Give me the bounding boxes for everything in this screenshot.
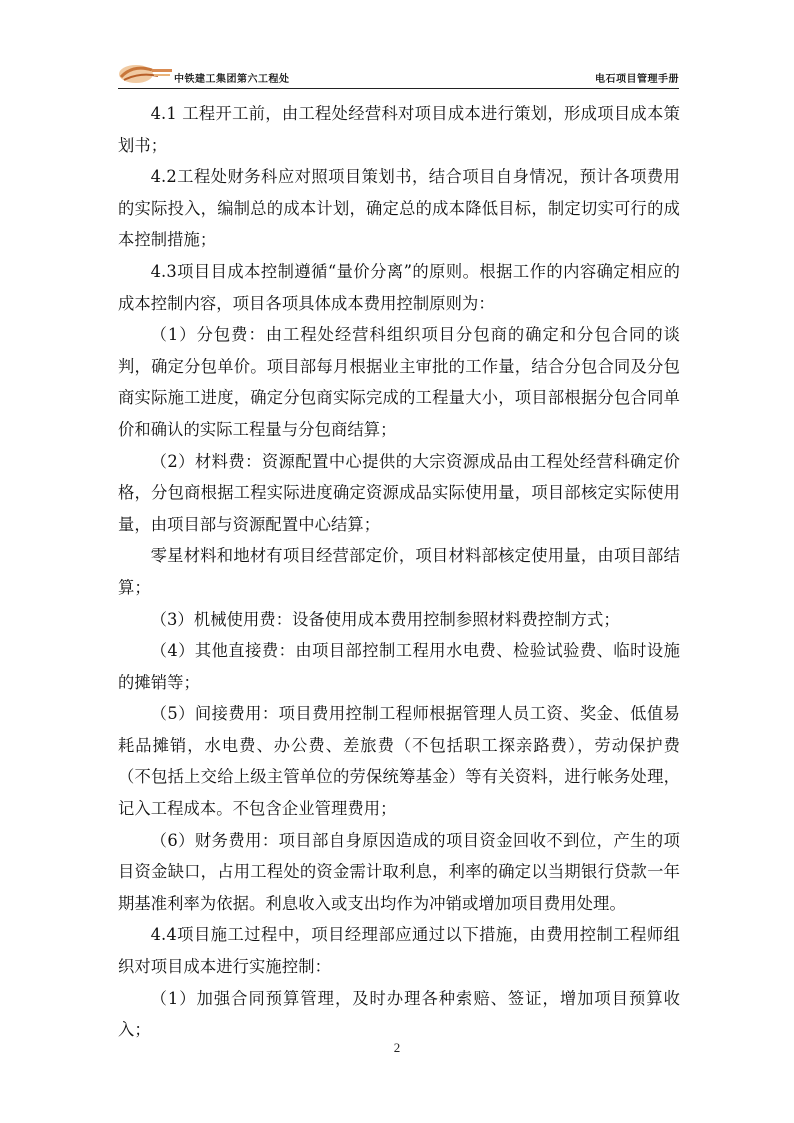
page-header [118, 58, 679, 89]
manual-title: 电石项目管理手册 [595, 74, 679, 85]
paragraph-subcontract-fee: （1）分包费：由工程处经营科组织项目分包商的确定和分包合同的谈判，确定分包单价。项目部每月根据业主审批的工作量，结合分包合同及分包商实际施工进度，确定分包商实际完成的工程量大小，项目部根据分包合同单价和确认的实际工程量与分包商结算； [118, 325, 680, 439]
paragraph-4-2: 4.2工程处财务科应对照项目策划书，结合项目自身情况，预计各项费用的实际投入，编制总的成本计划，确定总的成本降低目标，制定切实可行的成本控制措施； [118, 167, 680, 250]
paragraph-4-1: 4.1 工程开工前，由工程处经营科对项目成本进行策划，形成项目成本策划书； [118, 104, 680, 155]
company-logo-icon [118, 62, 178, 84]
paragraph-4-4: 4.4项目施工过程中，项目经理部应通过以下措施，由费用控制工程师组织对项目成本进行实施控制： [118, 925, 680, 977]
page-number: 2 [393, 1040, 401, 1055]
paragraph-4-3: 4.3项目目成本控制遵循“量价分离”的原则。根据工作的内容确定相应的成本控制内容，项目各项具体成本费用控制原则为： [118, 261, 680, 313]
document-body [118, 98, 680, 1046]
paragraph-machinery-fee: （3）机械使用费：设备使用成本费用控制参照材料费控制方式； [150, 609, 620, 629]
paragraph-material-fee: （2）材料费：资源配置中心提供的大宗资源成品由工程处经营科确定价格，分包商根据工程实际进度确定资源成品实际使用量，项目部核定实际使用量，由项目部与资源配置中心结算； [118, 451, 680, 534]
paragraph-other-direct-fee: （4）其他直接费：由项目部控制工程用水电费、检验试验费、临时设施的摊销等； [118, 641, 680, 692]
paragraph-sundry-materials: 零星材料和地材有项目经营部定价，项目材料部核定使用量，由项目部结算； [118, 546, 680, 597]
paragraph-financial-fee: （6）财务费用：项目部自身原因造成的项目资金回收不到位，产生的项目资金缺口，占用工程处的资金需计取利息，利率的确定以当期银行贷款一年期基准利率为依据。利息收入或支出均作为冲销或增加项目费用处理。 [118, 830, 680, 913]
paragraph-indirect-fee: （5）间接费用：项目费用控制工程师根据管理人员工资、奖金、低值易耗品摊销，水电费、办公费、差旅费（不包括职工探亲路费），劳动保护费（不包括上交给上级主管单位的劳保统筹基金）等有关资料，进行帐务处理，记入工程成本。不包含企业管理费用； [118, 704, 680, 819]
paragraph-contract-budget: （1）加强合同预算管理，及时办理各种索赔、签证，增加项目预算收入； [118, 988, 680, 1040]
company-name: 中铁建工集团第六工程处 [174, 74, 290, 85]
